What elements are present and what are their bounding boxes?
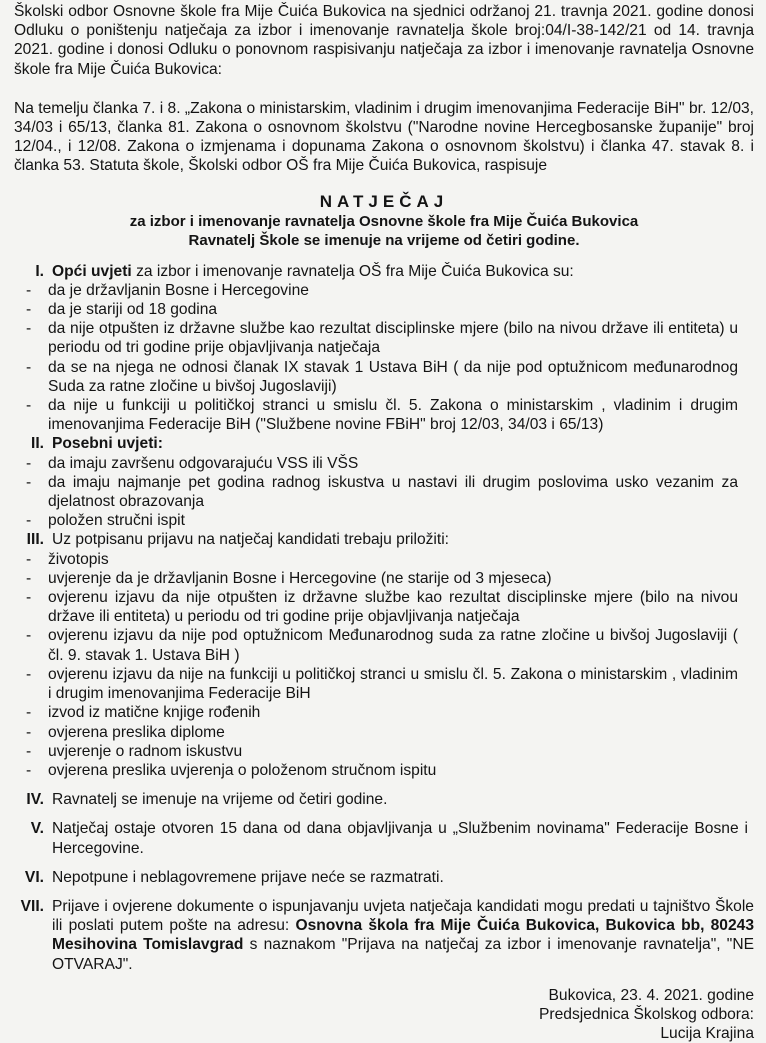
section-open-period	[14, 819, 754, 857]
section-lead-rest: za izbor i imenovanje ravnatelja OŠ fra Mije Čuića Bukovica su:	[131, 262, 574, 280]
section-lead: Uz potpisanu prijavu na natječaj kandidati trebaju priložiti:	[52, 531, 450, 549]
legal-basis-paragraph: Na temelju članka 7. i 8. „Zakona o ministarskim, vladinim i drugim imenovanjima Federacije BiH" br. 12/03, 34/03 i 65/13, članka 81. Zakona o osnovnom školstvu ("Narodne novine Hercegbosanske županije" broj 12/04., i 12/08. Zakona o izmjenama i dopunama Zakona o osnovnom školstvu) i članka 47. stavak 8. i članka 53. Statuta škole, Školski odbor OŠ fra Mije Čuića Bukovica, raspisuje	[14, 99, 754, 175]
section-incomplete	[14, 868, 754, 887]
sections	[14, 262, 754, 974]
list-item: - da je stariji od 18 godina	[26, 301, 218, 319]
section-number: II.	[31, 435, 44, 453]
list-item: - položen stručni ispit	[26, 512, 185, 530]
list-item: - da nije otpušten iz državne službe kao rezultat disciplinske mjere (bilo na nivou države ili entiteta) u periodu od tri godine prije objavljivanja natječaja	[26, 320, 738, 357]
section-special-conditions	[14, 434, 754, 453]
section-lead-bold: Posebni uvjeti:	[52, 435, 163, 453]
section-lead	[52, 262, 754, 281]
list-item: - uvjerenje o radnom iskustvu	[26, 742, 243, 760]
section-required-documents	[14, 530, 754, 549]
list-item: - da imaju najmanje pet godina radnog iskustva u nastavi ili drugim poslovima usko vezanim za djelatnost obrazovanja	[26, 473, 738, 511]
list-item: - ovjerenu izjavu da nije na funkciji u političkoj stranci u smislu čl. 5. Zakona o ministarskim , vladinim i drugim imenovanjima Federacije BiH	[26, 665, 738, 703]
section-number: IV.	[26, 791, 44, 809]
section-number: I.	[35, 262, 44, 280]
general-conditions-list	[14, 281, 754, 435]
section-number: V.	[30, 820, 44, 838]
section-text: Prijave i ovjerene dokumente o ispunjavanju uvjeta natječaja kandidati mogu predati u tajništvo Škole ili poslati putem pošte na adresu: Osnovna škola fra Mije Čuića Bukovica, Bukovica bb, 80243 Mesihovina Tomislavgrad s naznakom "Prijava na natječaj za izbor i imenovanje ravnatelja", "NE OTVARAJ".	[52, 897, 754, 973]
list-item: - ovjerenu izjavu da nije otpušten iz državne službe kao rezultat disciplinske mjere (bilo na nivou države ili entiteta) u periodu od tri godine prije objavljivanja natječaja	[26, 589, 738, 626]
section-text: Ravnatelj se imenuje na vrijeme od četiri godine.	[52, 791, 388, 809]
signature-block	[14, 986, 754, 1043]
intro-paragraph: Školski odbor Osnovne škole fra Mije Čuića Bukovica na sjednici održanoj 21. travnja 2021. godine donosi Odluku o poništenju natječaja za izbor i imenovanje ravnatelja škole broj:04/I-38-142/21 od 14. travnja 2021. godine i donosi Odluku o ponovnom raspisivanju natječaja za izbor i imenovanje ravnatelja Osnovne škole fra Mije Čuića Bukovica:	[14, 3, 754, 78]
section-text: Nepotpune i neblagovremene prijave neće se razmatrati.	[52, 868, 444, 886]
list-item: - da imaju završenu odgovarajuću VSS ili VŠS	[26, 454, 359, 472]
list-item: - da nije u funkciji u političkoj stranci u smislu čl. 5. Zakona o ministarskim , vladinim i drugim imenovanjima Federacije BiH ("Službene novine FBiH" broj 12/03, 34/03 i 65/13)	[26, 397, 738, 434]
list-item: - da se na njega ne odnosi članak IX stavak 1 Ustava BiH ( da nije pod optužnicom međunarodnog Suda za ratne zločine u bivšoj Jugoslaviji)	[26, 358, 738, 395]
list-item: - ovjerena preslika uvjerenja o položenom stručnom ispitu	[26, 761, 437, 779]
section-number: VI.	[24, 868, 44, 886]
special-conditions-list	[14, 454, 754, 531]
school-address: Osnovna škola fra Mije Čuića Bukovica, Bukovica bb, 80243 Mesihovina Tomislavgrad	[52, 917, 754, 954]
section-submission	[14, 897, 754, 974]
list-item: - uvjerenje da je državljanin Bosne i Hercegovine (ne starije od 3 mjeseca)	[26, 569, 552, 587]
list-item: - životopis	[26, 550, 109, 568]
place-date: Bukovica, 23. 4. 2021. godine	[548, 986, 754, 1004]
signatory-name: Lucija Krajina	[660, 1025, 754, 1043]
list-item: - da je državljanin Bosne i Hercegovine	[26, 281, 309, 299]
section-number: VII.	[20, 897, 44, 915]
section-lead-bold: Opći uvjeti	[52, 262, 132, 280]
signatory-role: Predsjednica Školskog odbora:	[539, 1005, 754, 1023]
required-documents-list	[14, 550, 754, 780]
section-term	[14, 790, 754, 809]
document-title: NATJEČAJ	[319, 191, 449, 211]
announcement-heading	[14, 192, 754, 250]
list-item: - ovjerenu izjavu da nije pod optužnicom Međunarodnog suda za ratne zločine u bivšoj Jugoslaviji ( čl. 9. stavak 1. Ustava BiH )	[26, 627, 738, 664]
list-item: - izvod iz matične knjige rođenih	[26, 704, 261, 722]
section-number: III.	[26, 531, 44, 549]
list-item: - ovjerena preslika diplome	[26, 723, 225, 741]
document-subtitle-term: Ravnatelj Škole se imenuje na vrijeme od četiri godine.	[188, 231, 580, 249]
section-general-conditions	[14, 262, 754, 281]
section-text: Natječaj ostaje otvoren 15 dana od dana objavljivanja u „Službenim novinama" Federacije Bosne i Hercegovine.	[52, 820, 748, 857]
document-subtitle: za izbor i imenovanje ravnatelja Osnovne škole fra Mije Čuića Bukovica	[129, 212, 639, 230]
